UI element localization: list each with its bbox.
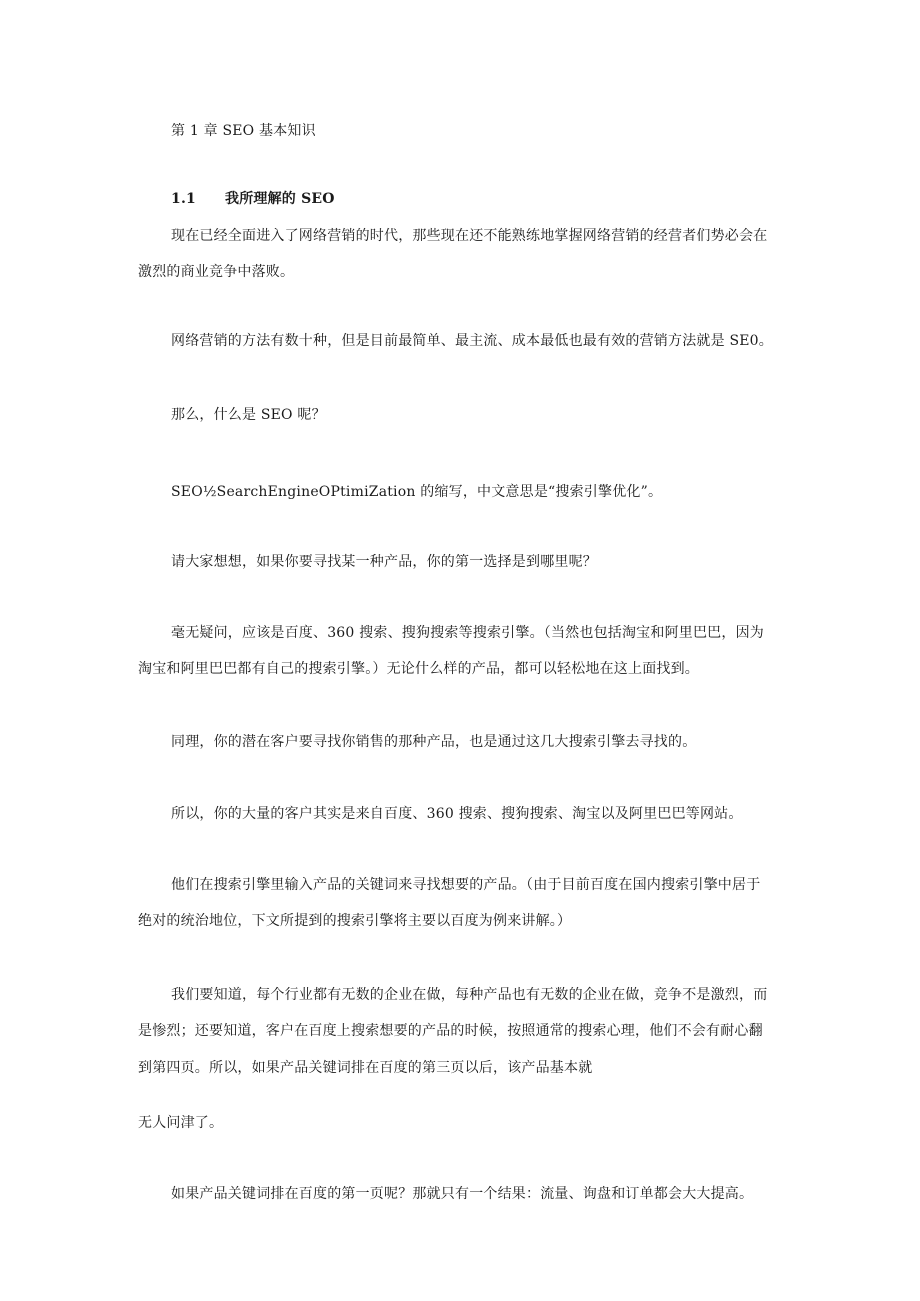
chapter-title: 第 1 章 SEO 基本知识 — [171, 123, 316, 139]
paragraph-line: 无人问津了。 — [138, 1115, 224, 1131]
paragraph-line: 如果产品关键词排在百度的第一页呢？那就只有一个结果：流量、询盘和订单都会大大提高。 — [171, 1186, 754, 1202]
paragraph-line: SEO½SearchEngineOPtimiZation 的缩写，中文意思是“搜索引擎优化”。 — [171, 484, 663, 500]
paragraph-line: 那么，什么是 SEO 呢？ — [171, 407, 326, 423]
paragraph-line: 是惨烈；还要知道，客户在百度上搜索想要的产品的时候，按照通常的搜索心理，他们不会有耐心翻 — [138, 1023, 763, 1039]
paragraph-line: 同理，你的潜在客户要寻找你销售的那种产品，也是通过这几大搜索引擎去寻找的。 — [171, 734, 697, 750]
paragraph-line: 所以，你的大量的客户其实是来自百度、360 搜索、搜狗搜索、淘宝以及阿里巴巴等网站。 — [171, 806, 743, 822]
paragraph-line: 激烈的商业竞争中落败。 — [138, 264, 295, 280]
section-heading — [171, 189, 335, 209]
paragraph-line: 我们要知道，每个行业都有无数的企业在做，每种产品也有无数的企业在做，竞争不是激烈，而 — [171, 987, 768, 1003]
paragraph-line: 现在已经全面进入了网络营销的时代，那些现在还不能熟练地掌握网络营销的经营者们势必会在 — [171, 228, 768, 244]
section-number: 1.1 — [171, 191, 196, 207]
paragraph-line: 淘宝和阿里巴巴都有自己的搜索引擎。）无论什么样的产品，都可以轻松地在这上面找到。 — [138, 661, 699, 677]
section-title: 我所理解的 SEO — [225, 191, 335, 207]
paragraph-line: 他们在搜索引擎里输入产品的关键词来寻找想要的产品。（由于目前百度在国内搜索引擎中居于 — [171, 877, 761, 893]
paragraph-line: 到第四页。所以，如果产品关键词排在百度的第三页以后，该产品基本就 — [138, 1060, 593, 1076]
paragraph-line: 毫无疑问，应该是百度、360 搜索、搜狗搜索等搜索引擎。（当然也包括淘宝和阿里巴巴，因为 — [171, 625, 764, 641]
paragraph-line: 网络营销的方法有数十种，但是目前最简单、最主流、成本最低也最有效的营销方法就是 SE0。 — [171, 333, 773, 349]
paragraph-line: 绝对的统治地位，下文所提到的搜索引擎将主要以百度为例来讲解。） — [138, 913, 572, 929]
paragraph-line: 请大家想想，如果你要寻找某一种产品，你的第一选择是到哪里呢？ — [171, 554, 597, 570]
